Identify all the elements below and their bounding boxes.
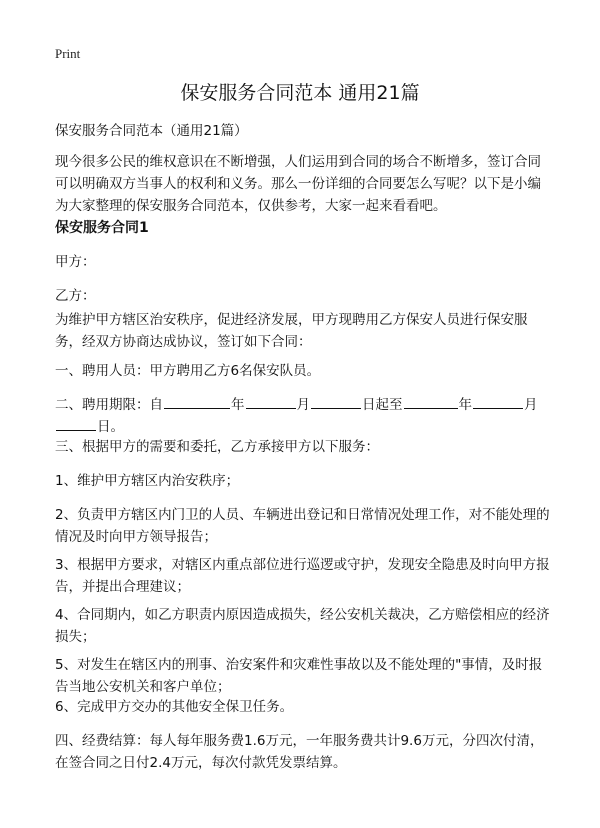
intro-paragraph: 现今很多公民的维权意识在不断增强，人们运用到合同的场合不断增多，签订合同可以明确双方当事人的权利和义务。那么一份详细的合同要怎么写呢？以下是小编为大家整理的保安服务合同范本，仅供参考，大家一起来看看吧。 (55, 154, 541, 214)
blank-end-year (404, 394, 458, 409)
document-title: 保安服务合同范本 通用21篇 (180, 82, 420, 104)
blank-start-day (311, 394, 361, 409)
clause-personnel: 一、聘用人员：甲方聘用乙方6名保安队员。 (55, 363, 321, 379)
service-item-6: 6、完成甲方交办的其他安全保卫任务。 (55, 699, 294, 715)
blank-end-day (56, 416, 96, 431)
clause-term (55, 394, 550, 438)
service-item-1: 1、维护甲方辖区内治安秩序； (55, 473, 240, 489)
clause-payment: 四、经费结算：每人每年服务费1.6万元，一年服务费共计9.6万元，分四次付清，在签合同之日付2.4万元，每次付款凭发票结算。 (55, 733, 544, 771)
print-link[interactable]: Print (55, 46, 81, 61)
term-day: 日。 (97, 419, 124, 435)
term-day-from: 日起至 (362, 397, 403, 413)
service-item-2: 2、负责甲方辖区内门卫的人员、车辆进出登记和日常情况处理工作，对不能处理的情况及时向甲方领导报告； (55, 507, 550, 545)
term-month: 月 (296, 397, 310, 413)
section-heading: 保安服务合同1 (55, 220, 149, 236)
term-prefix: 二、聘用期限：自 (55, 397, 163, 413)
service-item-4: 4、合同期内，如乙方职责内原因造成损失，经公安机关裁决，乙方赔偿相应的经济损失； (55, 607, 550, 645)
document-subtitle: 保安服务合同范本（通用21篇） (55, 123, 248, 139)
blank-end-month (473, 394, 523, 409)
term-year: 年 (231, 397, 245, 413)
blank-start-month (246, 394, 296, 409)
term-year-2: 年 (458, 397, 472, 413)
party-b-line: 乙方： (55, 288, 96, 304)
blank-start-year (164, 394, 230, 409)
service-item-5: 5、对发生在辖区内的刑事、治安案件和灾难性事故以及不能处理的"事情，及时报告当地公安机关和客户单位； (55, 657, 543, 695)
party-a-line: 甲方： (55, 254, 96, 270)
term-month-2: 月 (524, 397, 538, 413)
service-item-3: 3、根据甲方要求，对辖区内重点部位进行巡逻或守护，发现安全隐患及时向甲方报告，并提出合理建议； (55, 557, 550, 595)
clause-services: 三、根据甲方的需要和委托，乙方承接甲方以下服务： (55, 439, 379, 455)
clause-preamble: 为维护甲方辖区治安秩序，促进经济发展，甲方现聘用乙方保安人员进行保安服务，经双方协商达成协议，签订如下合同： (55, 312, 528, 350)
